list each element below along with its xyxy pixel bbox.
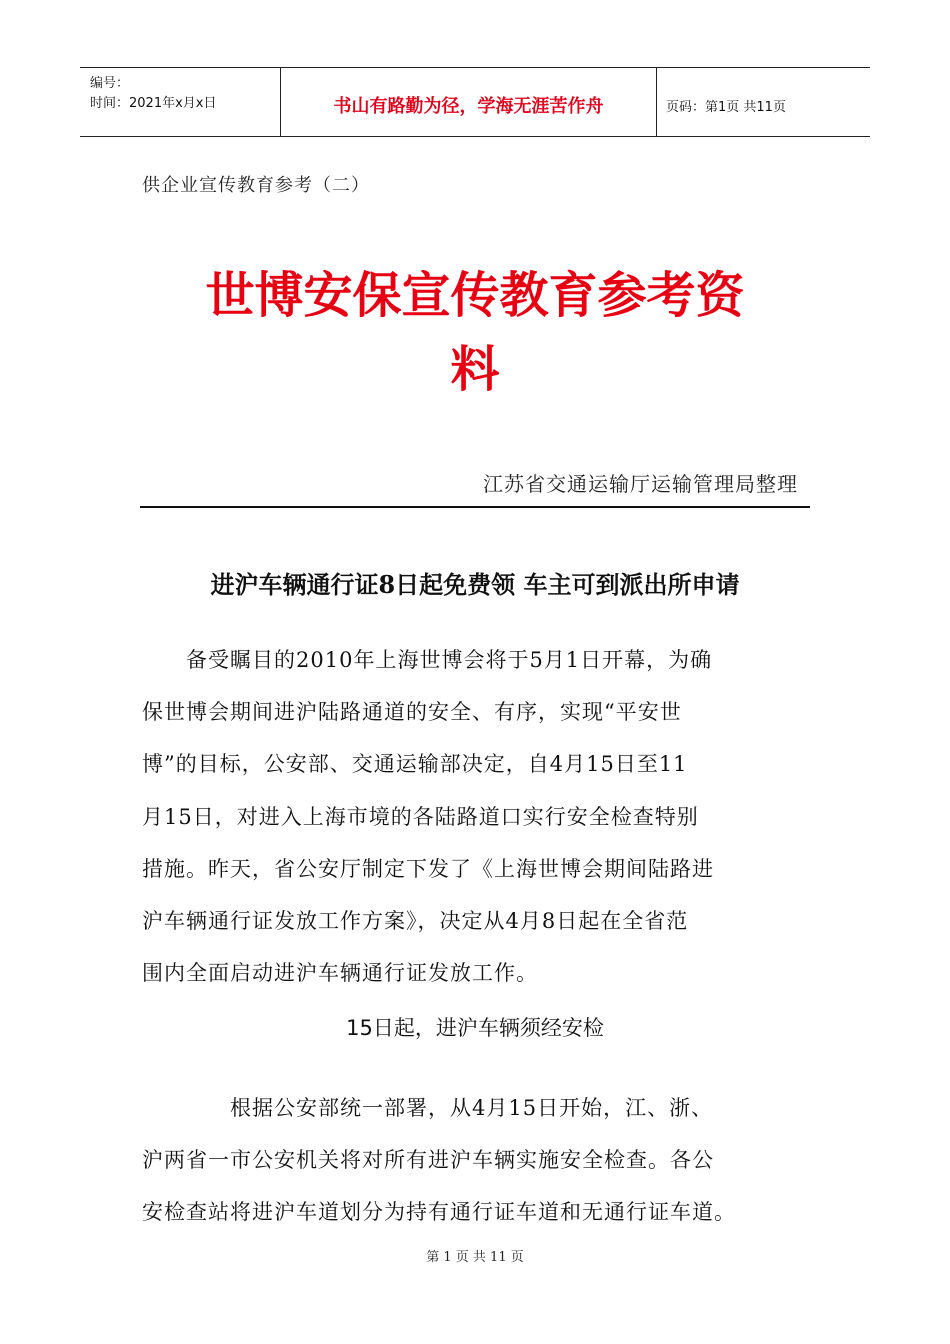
document-subtitle: 供企业宣传教育参考（二） — [142, 175, 370, 196]
main-title — [140, 258, 810, 406]
paragraph-line: 安检查站将进沪车道划分为持有通行证车道和无通行证车道。 — [142, 1200, 736, 1225]
date-label: 时间：2021年x月x日 — [90, 96, 217, 111]
paragraph-line: 沪两省一市公安机关将对所有进沪车辆实施安全检查。各公 — [142, 1148, 714, 1173]
paragraph-2 — [142, 1082, 822, 1239]
paragraph-line: 围内全面启动进沪车辆通行证发放工作。 — [142, 961, 538, 986]
serial-number-label: 编号： — [90, 76, 130, 91]
section-heading: 15日起，进沪车辆须经安检 — [346, 1016, 604, 1040]
paragraph-line: 备受瞩目的2010年上海世博会将于5月1日开幕，为确 — [142, 648, 713, 672]
document-header — [80, 67, 870, 137]
paragraph-1 — [142, 634, 822, 999]
title-divider — [140, 506, 810, 508]
main-title-line-2: 料 — [450, 340, 500, 398]
paragraph-line: 月15日，对进入上海市境的各陆路道口实行安全检查特别 — [142, 804, 699, 829]
header-motto-cell — [280, 68, 657, 136]
header-meta-cell — [80, 68, 280, 136]
motto-text: 书山有路勤为径，学海无涯苦作舟 — [333, 96, 604, 117]
header-page-cell — [656, 68, 870, 136]
page-footer: 第 1 页 共 11 页 — [426, 1250, 524, 1265]
article-title: 进沪车辆通行证8日起免费领 车主可到派出所申请 — [210, 570, 740, 599]
paragraph-line: 博”的目标，公安部、交通运输部决定，自4月15日至11 — [142, 752, 688, 777]
paragraph-line: 保世博会期间进沪陆路通道的安全、有序，实现“平安世 — [142, 700, 682, 725]
organizer-credit: 江苏省交通运输厅运输管理局整理 — [483, 472, 798, 496]
header-page-info: 页码：第1页 共11页 — [666, 100, 786, 115]
paragraph-line: 措施。昨天，省公安厅制定下发了《上海世博会期间陆路进 — [142, 856, 714, 881]
paragraph-line: 沪车辆通行证发放工作方案》，决定从4月8日起在全省范 — [142, 909, 689, 934]
paragraph-line: 根据公安部统一部署，从4月15日开始，江、浙、 — [142, 1096, 714, 1120]
main-title-line-1: 世博安保宣传教育参考资 — [205, 266, 745, 324]
